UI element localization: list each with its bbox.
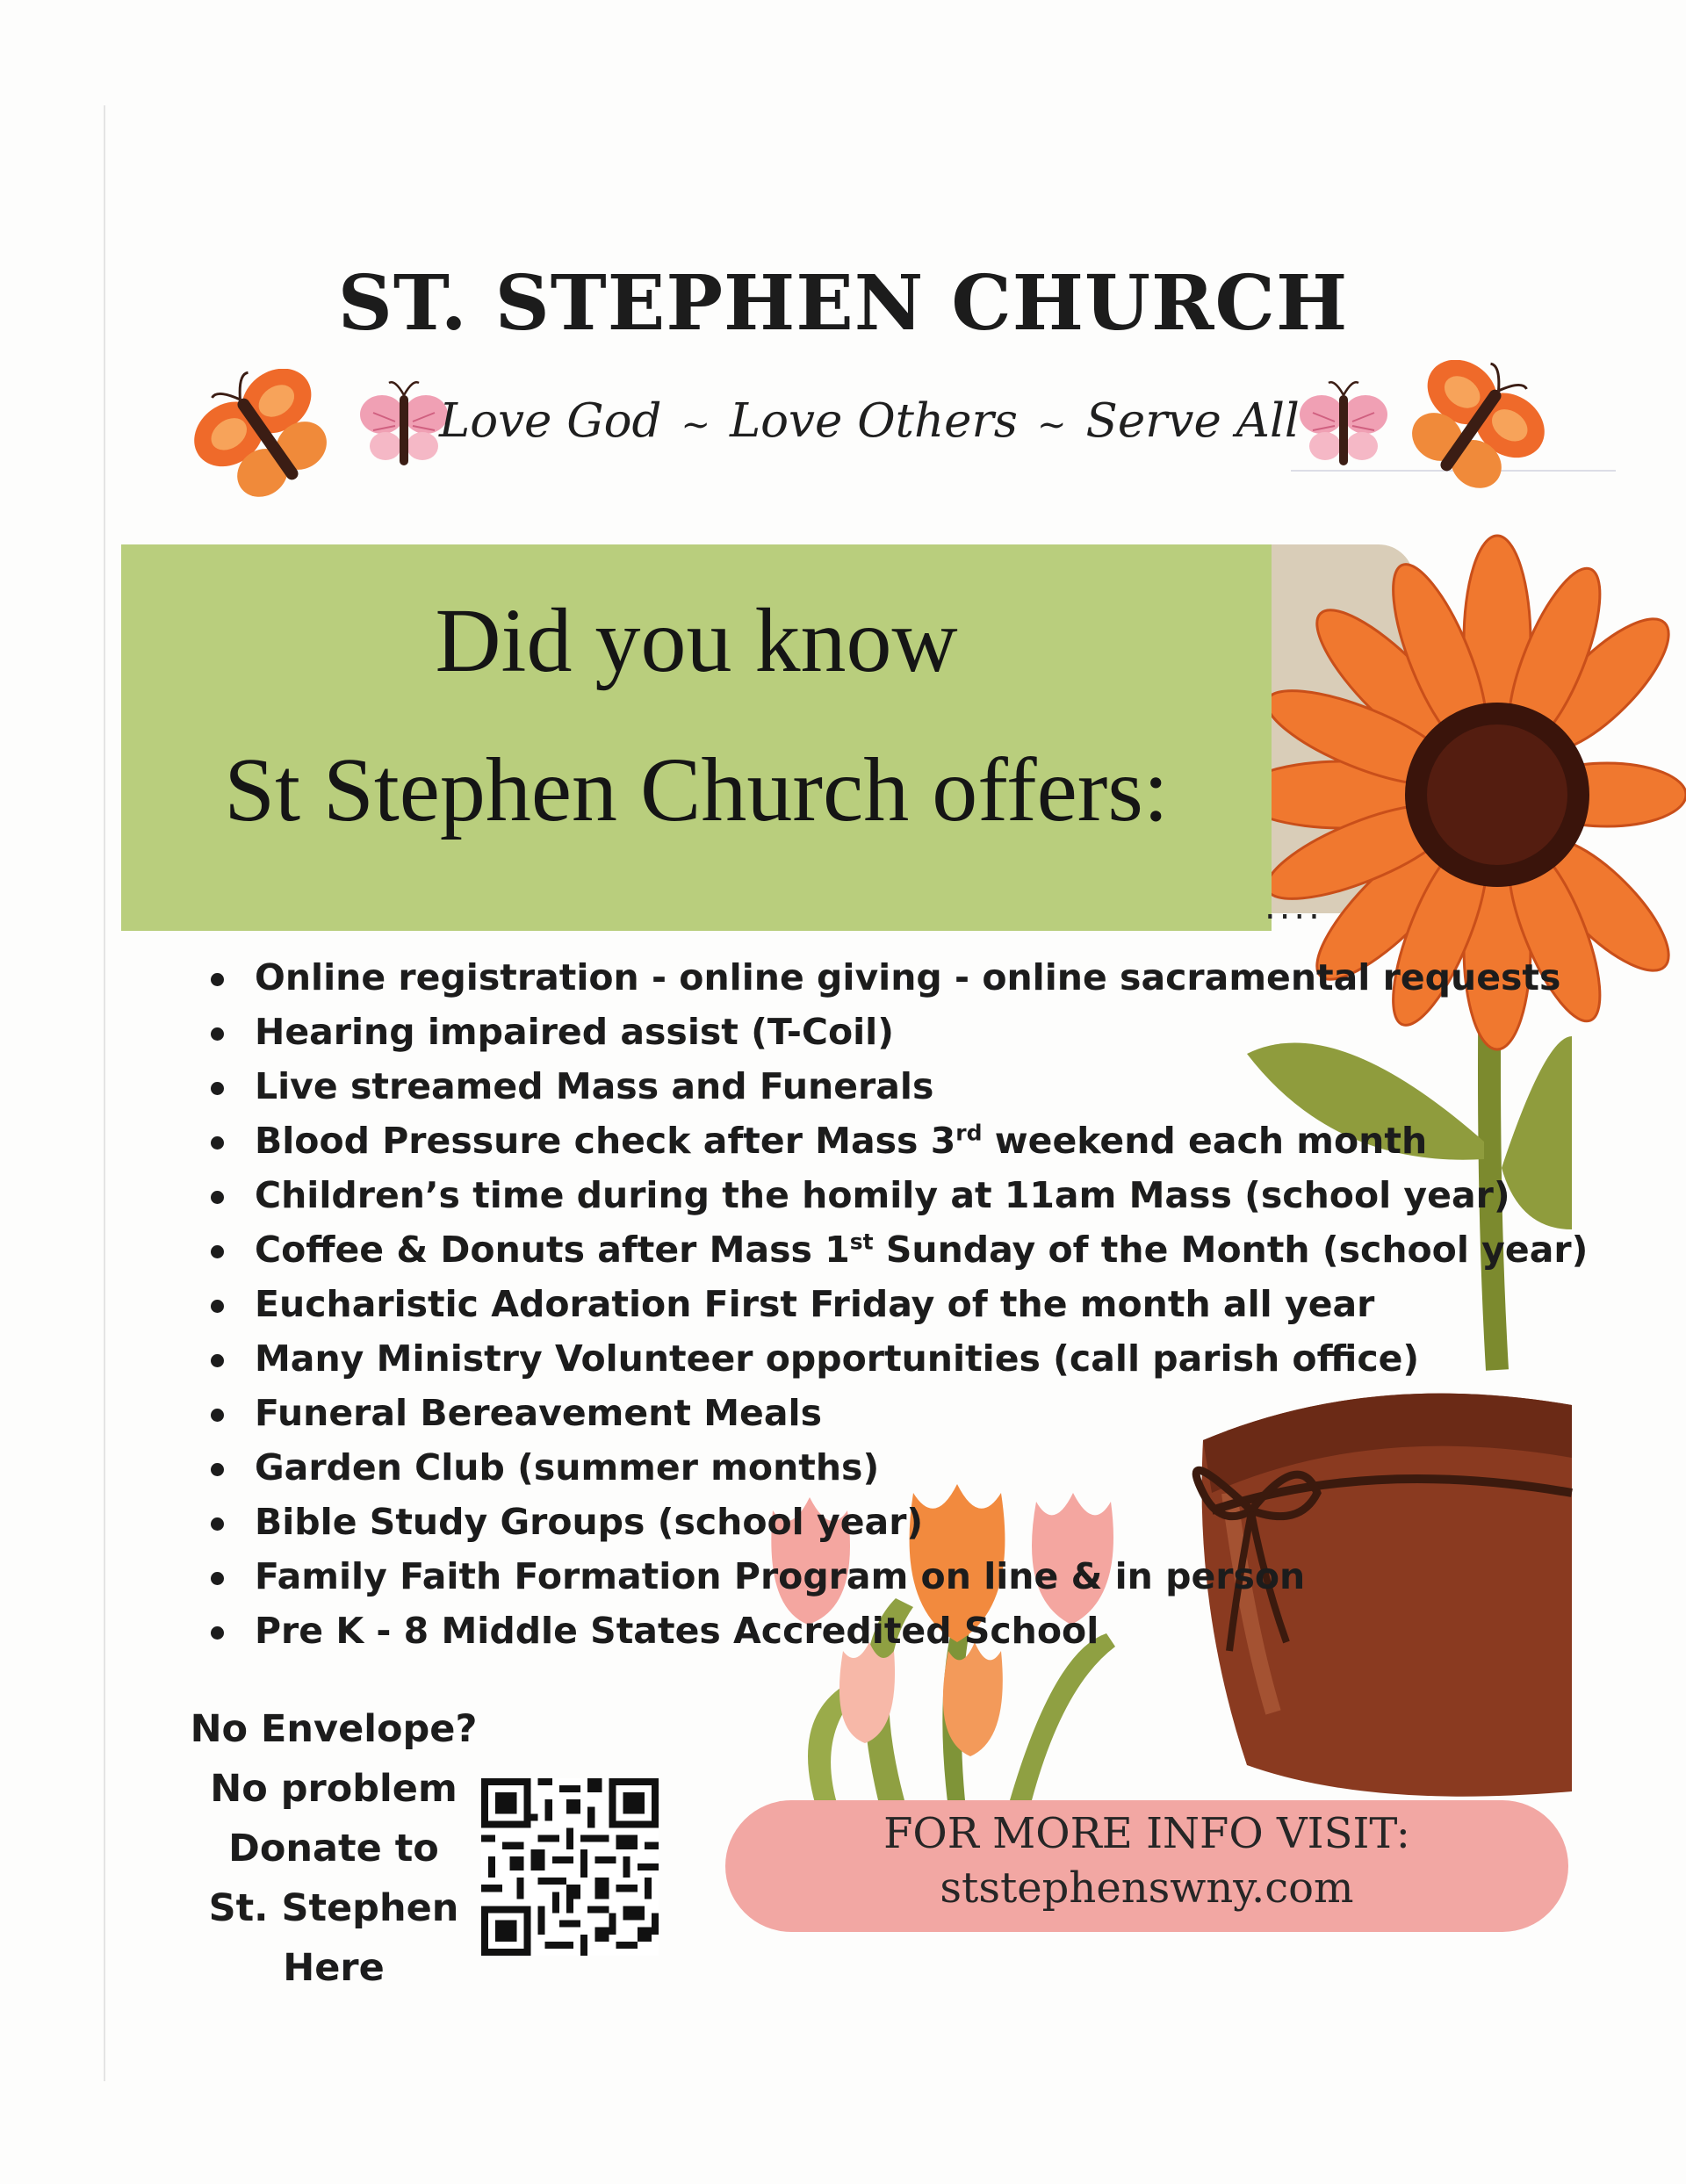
list-item: Family Faith Formation Program on line & in person <box>211 1549 1588 1604</box>
bullet-icon <box>211 1463 224 1476</box>
list-item: Pre K - 8 Middle States Accredited School <box>211 1604 1588 1658</box>
qr-code[interactable] <box>481 1778 659 1956</box>
bullet-icon <box>211 1191 224 1204</box>
bullet-icon <box>211 973 224 986</box>
donate-line: No problem <box>210 1767 458 1811</box>
did-you-know-panel <box>121 544 1272 931</box>
list-item: Blood Pressure check after Mass 3rd weekend each month <box>211 1114 1588 1168</box>
offers-heading: St Stephen Church offers: <box>224 739 1169 840</box>
list-item: Many Ministry Volunteer opportunities (call parish office) <box>211 1331 1588 1386</box>
list-item: Coffee & Donuts after Mass 1st Sunday of the Month (school year) <box>211 1222 1588 1277</box>
donate-line: Here <box>283 1946 385 1990</box>
bullet-icon <box>211 1245 224 1258</box>
tagline-separator: ~ <box>1037 405 1067 445</box>
list-item: Bible Study Groups (school year) <box>211 1495 1588 1549</box>
donate-line: St. Stephen <box>208 1886 459 1930</box>
tagline-love-god: Love God <box>439 394 662 448</box>
list-item: Hearing impaired assist (T-Coil) <box>211 1005 1588 1059</box>
offers-list <box>211 950 1588 1658</box>
bullet-icon <box>211 1082 224 1095</box>
bullet-icon <box>211 1517 224 1531</box>
page-title: ST. STEPHEN CHURCH <box>337 259 1349 348</box>
tagline-love-others: Love Others <box>729 394 1018 448</box>
bullet-icon <box>211 1626 224 1640</box>
list-item: Live streamed Mass and Funerals <box>211 1059 1588 1114</box>
bullet-icon <box>211 1354 224 1367</box>
list-item: Children’s time during the homily at 11am Mass (school year) <box>211 1168 1588 1222</box>
did-you-know-heading: Did you know <box>435 590 958 691</box>
tagline-separator: ~ <box>681 405 710 445</box>
list-item: Online registration - online giving - online sacramental requests <box>211 950 1588 1005</box>
bullet-icon <box>211 1409 224 1422</box>
list-item: Eucharistic Adoration First Friday of the month all year <box>211 1277 1588 1331</box>
more-info-label: FOR MORE INFO VISIT: <box>883 1809 1410 1858</box>
website-link[interactable]: ststephenswny.com <box>940 1863 1354 1913</box>
bullet-icon <box>211 1572 224 1585</box>
list-item: Funeral Bereavement Meals <box>211 1386 1588 1440</box>
donate-line: Donate to <box>228 1827 439 1870</box>
ellipsis-dots: .... <box>1264 887 1323 927</box>
tagline-serve-all: Serve All <box>1085 394 1300 448</box>
bullet-icon <box>211 1136 224 1150</box>
more-info-box <box>725 1800 1568 1932</box>
bullet-icon <box>211 1300 224 1313</box>
donate-text <box>176 1699 492 1998</box>
donate-line: No Envelope? <box>190 1707 478 1751</box>
list-item: Garden Club (summer months) <box>211 1440 1588 1495</box>
bullet-icon <box>211 1027 224 1041</box>
